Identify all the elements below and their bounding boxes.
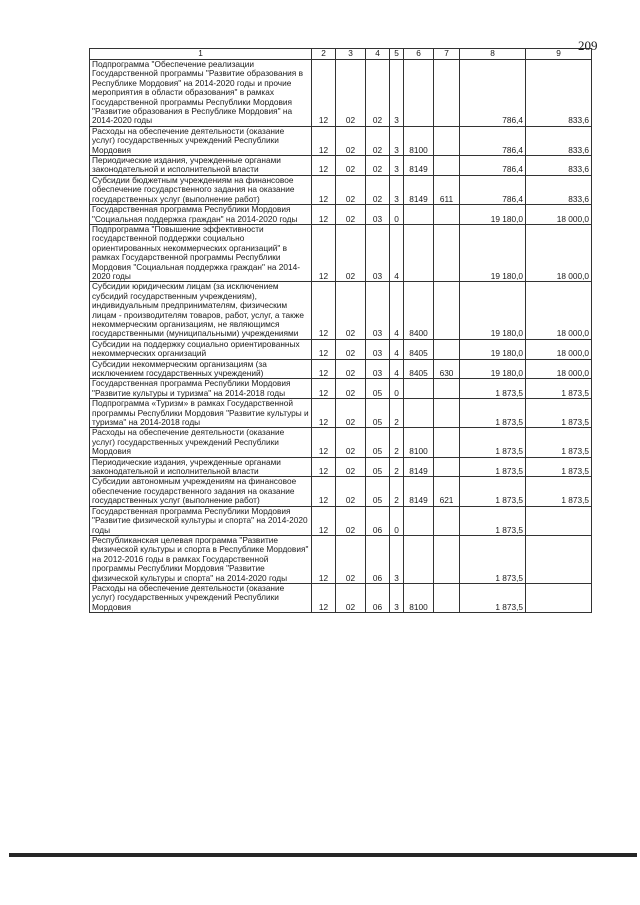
row-code-cell: 02 <box>336 399 366 428</box>
row-code-cell: 05 <box>366 457 390 477</box>
row-code-cell <box>434 535 460 583</box>
row-amount-cell: 786,4 <box>460 175 526 204</box>
row-name-cell: Государственная программа Республики Мордовия "Развитие физической культуры и спорта" на 2014-2020 годы <box>90 506 312 535</box>
row-code-cell: 4 <box>390 224 404 281</box>
row-code-cell: 02 <box>336 205 366 225</box>
row-code-cell <box>404 224 434 281</box>
row-name-cell: Расходы на обеспечение деятельности (оказание услуг) государственных учреждений Республики Мордовия <box>90 428 312 457</box>
row-code-cell: 12 <box>312 282 336 339</box>
column-header: 9 <box>526 49 592 60</box>
row-name-cell: Субсидии на поддержку социально ориентированных некоммерческих организаций <box>90 339 312 359</box>
row-code-cell: 06 <box>366 535 390 583</box>
table-row <box>90 428 592 457</box>
row-amount-cell: 18 000,0 <box>526 359 592 379</box>
row-amount-cell: 1 873,5 <box>526 428 592 457</box>
table-row <box>90 359 592 379</box>
row-code-cell: 3 <box>390 583 404 612</box>
row-code-cell: 8100 <box>404 428 434 457</box>
table-row <box>90 379 592 399</box>
column-header: 4 <box>366 49 390 60</box>
row-code-cell: 3 <box>390 126 404 155</box>
row-code-cell <box>434 506 460 535</box>
row-amount-cell: 19 180,0 <box>460 224 526 281</box>
row-name-cell: Расходы на обеспечение деятельности (оказание услуг) государственных учреждений Республики Мордовия <box>90 126 312 155</box>
row-code-cell <box>434 156 460 176</box>
row-name-cell: Расходы на обеспечение деятельности (оказание услуг) государственных учреждений Республики Мордовия <box>90 583 312 612</box>
row-amount-cell: 19 180,0 <box>460 359 526 379</box>
row-amount-cell <box>526 506 592 535</box>
row-code-cell: 02 <box>336 156 366 176</box>
row-amount-cell: 1 873,5 <box>460 535 526 583</box>
row-amount-cell: 19 180,0 <box>460 205 526 225</box>
row-code-cell: 12 <box>312 156 336 176</box>
row-code-cell: 12 <box>312 175 336 204</box>
row-amount-cell: 18 000,0 <box>526 282 592 339</box>
row-name-cell: Субсидии автономным учреждениям на финансовое обеспечение государственного задания на оказание государственных услуг (выполнение работ) <box>90 477 312 506</box>
row-name-cell: Субсидии юридическим лицам (за исключением субсидий государственным учреждениям), индивидуальным предпринимателям, физическим лицам - производителям товаров, работ, услуг, а также некоммерческим организациям, не являющимся государственными (муниципальными) учреждениями <box>90 282 312 339</box>
row-code-cell <box>434 60 460 127</box>
row-code-cell: 3 <box>390 60 404 127</box>
row-code-cell <box>404 379 434 399</box>
row-code-cell <box>434 379 460 399</box>
row-code-cell: 03 <box>366 359 390 379</box>
bottom-rule <box>9 853 637 857</box>
row-code-cell: 8100 <box>404 583 434 612</box>
row-code-cell: 8149 <box>404 175 434 204</box>
row-code-cell: 12 <box>312 359 336 379</box>
row-amount-cell: 19 180,0 <box>460 282 526 339</box>
row-code-cell: 02 <box>366 175 390 204</box>
row-amount-cell: 1 873,5 <box>460 428 526 457</box>
row-code-cell: 12 <box>312 457 336 477</box>
row-code-cell: 05 <box>366 379 390 399</box>
row-code-cell: 02 <box>336 428 366 457</box>
row-amount-cell: 1 873,5 <box>526 457 592 477</box>
table-header-row <box>90 49 592 60</box>
row-code-cell: 06 <box>366 506 390 535</box>
row-code-cell: 02 <box>366 156 390 176</box>
row-amount-cell: 18 000,0 <box>526 224 592 281</box>
row-name-cell: Подпрограмма "Повышение эффективности государственной поддержки социально ориентированных некоммерческих организаций" в рамках Государственной программы Республики Мордовия "Социальная поддержка граждан" на 2014-2020 годы <box>90 224 312 281</box>
row-name-cell: Периодические издания, учрежденные органами законодательной и исполнительной власти <box>90 156 312 176</box>
row-code-cell: 02 <box>336 583 366 612</box>
column-header: 2 <box>312 49 336 60</box>
row-code-cell: 0 <box>390 205 404 225</box>
row-code-cell: 05 <box>366 428 390 457</box>
row-code-cell: 4 <box>390 359 404 379</box>
column-header: 5 <box>390 49 404 60</box>
row-code-cell: 03 <box>366 205 390 225</box>
row-code-cell <box>434 126 460 155</box>
row-code-cell: 8100 <box>404 126 434 155</box>
row-code-cell <box>434 205 460 225</box>
row-code-cell: 3 <box>390 156 404 176</box>
row-code-cell: 8149 <box>404 156 434 176</box>
row-code-cell: 02 <box>336 126 366 155</box>
row-amount-cell: 833,6 <box>526 60 592 127</box>
row-code-cell <box>404 399 434 428</box>
row-code-cell <box>434 583 460 612</box>
row-amount-cell: 1 873,5 <box>526 399 592 428</box>
row-code-cell: 3 <box>390 535 404 583</box>
row-amount-cell: 1 873,5 <box>460 506 526 535</box>
row-code-cell <box>404 506 434 535</box>
row-amount-cell: 786,4 <box>460 126 526 155</box>
row-name-cell: Периодические издания, учрежденные органами законодательной и исполнительной власти <box>90 457 312 477</box>
row-code-cell <box>404 535 434 583</box>
row-amount-cell: 18 000,0 <box>526 339 592 359</box>
row-code-cell: 02 <box>336 477 366 506</box>
row-code-cell: 12 <box>312 535 336 583</box>
row-code-cell: 630 <box>434 359 460 379</box>
row-code-cell: 12 <box>312 506 336 535</box>
row-code-cell: 8400 <box>404 282 434 339</box>
row-amount-cell: 833,6 <box>526 156 592 176</box>
column-header: 1 <box>90 49 312 60</box>
row-code-cell: 12 <box>312 379 336 399</box>
row-code-cell: 02 <box>366 126 390 155</box>
row-code-cell <box>434 224 460 281</box>
row-code-cell: 12 <box>312 339 336 359</box>
row-code-cell <box>434 399 460 428</box>
row-amount-cell: 19 180,0 <box>460 339 526 359</box>
row-amount-cell: 786,4 <box>460 60 526 127</box>
table-row <box>90 224 592 281</box>
row-amount-cell: 786,4 <box>460 156 526 176</box>
row-amount-cell <box>526 535 592 583</box>
row-code-cell: 05 <box>366 399 390 428</box>
row-code-cell: 12 <box>312 583 336 612</box>
table-row <box>90 535 592 583</box>
row-code-cell <box>434 457 460 477</box>
row-name-cell: Республиканская целевая программа "Развитие физической культуры и спорта в Республике Мордовия" на 2012-2016 годы в рамках Государственной программы Республики Мордовия "Развитие физической культуры и спорта" на 2014-2020 годы <box>90 535 312 583</box>
column-header: 8 <box>460 49 526 60</box>
row-name-cell: Подпрограмма "Обеспечение реализации Государственной программы "Развитие образования в Республике Мордовия" на 2014-2020 годы и прочие мероприятия в области образования" в рамках Государственной программы Республики Мордовия "Развитие образования в Республике Мордовия" на 2014-2020 годы <box>90 60 312 127</box>
row-code-cell: 02 <box>336 359 366 379</box>
row-amount-cell: 1 873,5 <box>460 477 526 506</box>
row-code-cell: 05 <box>366 477 390 506</box>
row-code-cell <box>434 282 460 339</box>
column-header: 6 <box>404 49 434 60</box>
row-code-cell: 2 <box>390 457 404 477</box>
row-code-cell: 12 <box>312 477 336 506</box>
row-code-cell <box>434 339 460 359</box>
row-amount-cell: 18 000,0 <box>526 205 592 225</box>
row-code-cell <box>434 428 460 457</box>
row-code-cell: 3 <box>390 175 404 204</box>
row-code-cell: 02 <box>336 60 366 127</box>
row-amount-cell <box>526 583 592 612</box>
row-code-cell: 03 <box>366 282 390 339</box>
row-amount-cell: 1 873,5 <box>460 379 526 399</box>
row-code-cell: 621 <box>434 477 460 506</box>
table-row <box>90 399 592 428</box>
row-amount-cell: 1 873,5 <box>460 583 526 612</box>
row-name-cell: Субсидии бюджетным учреждениям на финансовое обеспечение государственного задания на оказание государственных услуг (выполнение работ) <box>90 175 312 204</box>
row-code-cell: 12 <box>312 60 336 127</box>
table-row <box>90 60 592 127</box>
row-code-cell: 0 <box>390 506 404 535</box>
table-row <box>90 339 592 359</box>
row-code-cell: 8149 <box>404 457 434 477</box>
row-amount-cell: 1 873,5 <box>460 457 526 477</box>
row-code-cell: 03 <box>366 224 390 281</box>
row-code-cell: 02 <box>336 379 366 399</box>
table-row <box>90 175 592 204</box>
table-row <box>90 205 592 225</box>
row-code-cell: 02 <box>336 175 366 204</box>
row-amount-cell: 833,6 <box>526 126 592 155</box>
row-amount-cell: 833,6 <box>526 175 592 204</box>
row-code-cell: 02 <box>336 535 366 583</box>
table-row <box>90 282 592 339</box>
row-amount-cell: 1 873,5 <box>526 477 592 506</box>
row-code-cell: 611 <box>434 175 460 204</box>
page-number: 209 <box>578 38 598 53</box>
column-header: 3 <box>336 49 366 60</box>
row-code-cell: 03 <box>366 339 390 359</box>
table-row <box>90 457 592 477</box>
row-code-cell: 02 <box>336 506 366 535</box>
table-row <box>90 126 592 155</box>
row-code-cell: 2 <box>390 477 404 506</box>
row-code-cell: 06 <box>366 583 390 612</box>
column-header: 7 <box>434 49 460 60</box>
row-code-cell: 12 <box>312 126 336 155</box>
row-amount-cell: 1 873,5 <box>526 379 592 399</box>
row-code-cell: 12 <box>312 205 336 225</box>
row-code-cell <box>404 60 434 127</box>
table-row <box>90 156 592 176</box>
row-code-cell: 4 <box>390 339 404 359</box>
row-code-cell: 4 <box>390 282 404 339</box>
row-code-cell: 8405 <box>404 359 434 379</box>
table-row <box>90 583 592 612</box>
row-code-cell: 02 <box>336 224 366 281</box>
row-name-cell: Подпрограмма «Туризм» в рамках Государственной программы Республики Мордовия "Развитие культуры и туризма" на 2014-2018 годы <box>90 399 312 428</box>
row-name-cell: Субсидии некоммерческим организациям (за исключением государственных учреждений) <box>90 359 312 379</box>
row-code-cell: 2 <box>390 399 404 428</box>
row-code-cell: 0 <box>390 379 404 399</box>
row-name-cell: Государственная программа Республики Мордовия "Развитие культуры и туризма" на 2014-2018 годы <box>90 379 312 399</box>
row-code-cell: 2 <box>390 428 404 457</box>
row-code-cell: 02 <box>336 339 366 359</box>
table-row <box>90 477 592 506</box>
table-body <box>90 60 592 613</box>
row-code-cell: 12 <box>312 399 336 428</box>
row-code-cell: 02 <box>366 60 390 127</box>
budget-table <box>89 48 592 613</box>
row-code-cell: 8405 <box>404 339 434 359</box>
row-code-cell: 8149 <box>404 477 434 506</box>
row-code-cell: 12 <box>312 224 336 281</box>
row-code-cell: 02 <box>336 457 366 477</box>
table-row <box>90 506 592 535</box>
row-name-cell: Государственная программа Республики Мордовия "Социальная поддержка граждан" на 2014-2020 годы <box>90 205 312 225</box>
row-code-cell <box>404 205 434 225</box>
row-code-cell: 12 <box>312 428 336 457</box>
row-amount-cell: 1 873,5 <box>460 399 526 428</box>
row-code-cell: 02 <box>336 282 366 339</box>
